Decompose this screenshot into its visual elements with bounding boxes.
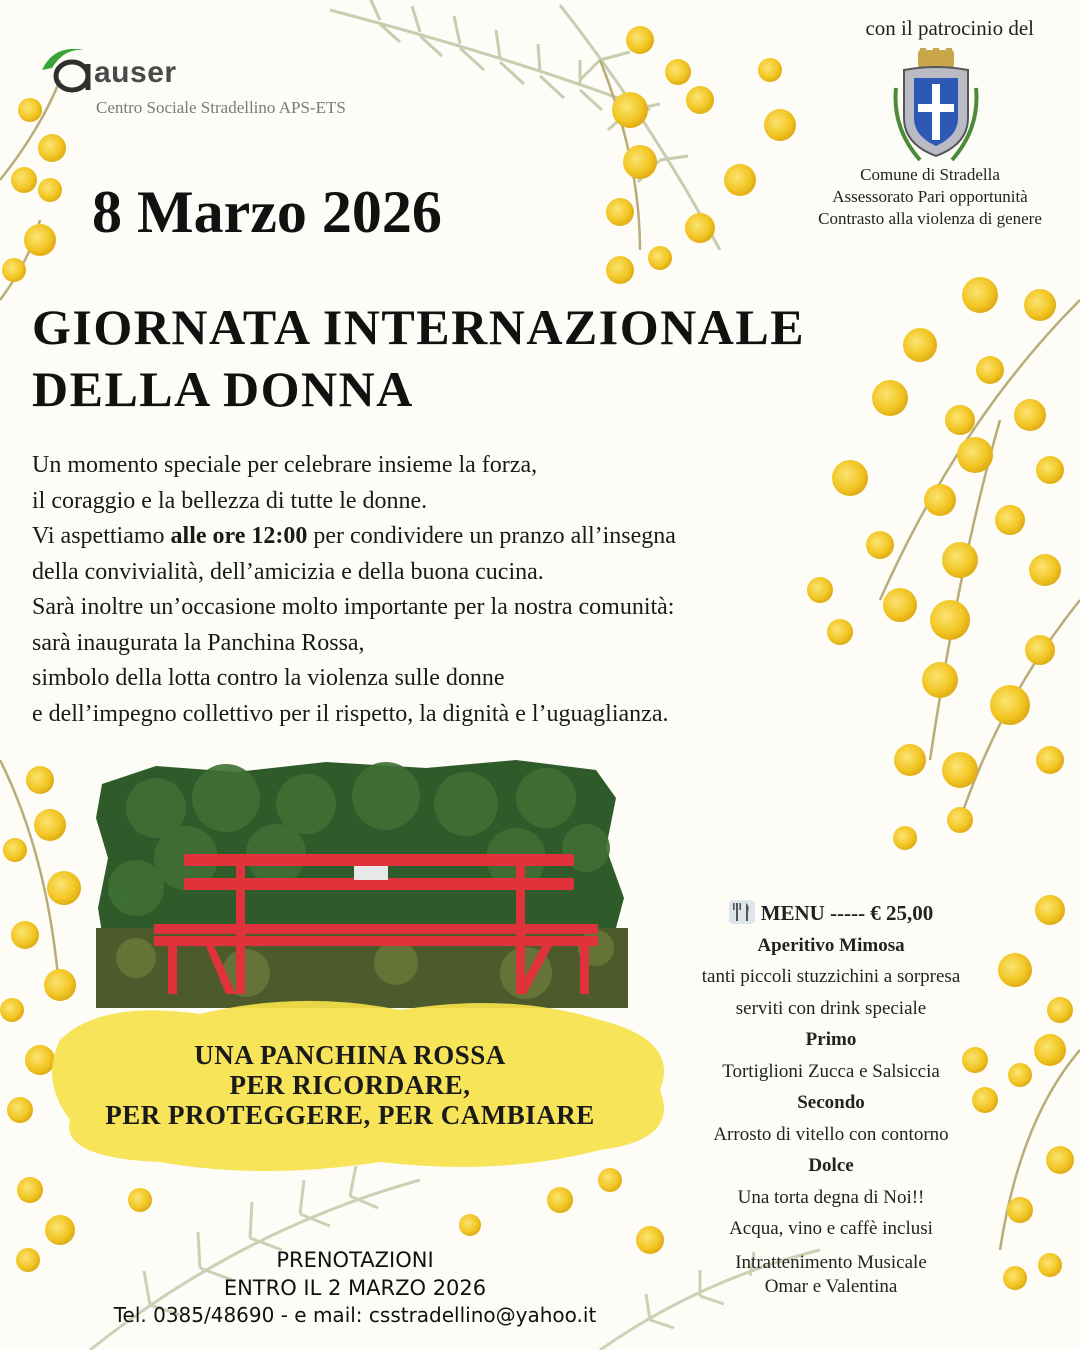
booking-title: PRENOTAZIONI — [276, 1248, 434, 1272]
patronage-line: Comune di Stradella — [860, 165, 1000, 184]
event-date: 8 Marzo 2026 — [92, 179, 442, 245]
menu-entertainment: Omar e Valentina — [764, 1275, 898, 1297]
slogan — [40, 1040, 660, 1130]
patronage-label: con il patrocinio del — [865, 16, 1034, 40]
patronage-lines — [790, 164, 1070, 230]
auser-logo — [34, 42, 394, 122]
slogan-line: PER PROTEGGERE, PER CAMBIARE — [105, 1100, 595, 1130]
intro-line: il coraggio e la bellezza di tutte le donne. — [32, 487, 428, 514]
intro-line: e dell’impegno collettivo per il rispetto, la dignità e l’uguaglianza. — [32, 700, 669, 727]
intro-text-part: per condividere un pranzo all’insegna — [307, 523, 676, 549]
menu-item: serviti con drink speciale — [735, 997, 927, 1019]
menu-heading — [670, 898, 992, 930]
intro-time: alle ore 12:00 — [170, 523, 308, 549]
title-line: DELLA DONNA — [32, 361, 414, 417]
red-bench-photo — [96, 758, 628, 1008]
menu-heading-text: MENU ----- € 25,00 — [760, 901, 934, 925]
menu-entertainment: Intrattenimento Musicale — [735, 1251, 927, 1273]
intro-text — [32, 448, 852, 732]
menu-drinks: Acqua, vino e caffè inclusi — [729, 1218, 933, 1239]
menu — [670, 898, 992, 1299]
intro-text-part: Vi aspettiamo — [32, 523, 171, 549]
menu-course-title: Secondo — [797, 1092, 865, 1113]
cutlery-icon — [729, 900, 755, 924]
intro-line: simbolo della lotta contro la violenza sulle donne — [32, 665, 505, 691]
menu-item: tanti piccoli stuzzichini a sorpresa — [701, 966, 961, 987]
menu-item: Una torta degna di Noi!! — [737, 1186, 925, 1208]
logo-subtitle: Centro Sociale Stradellino APS-ETS — [96, 98, 346, 117]
booking-contact[interactable]: Tel. 0385/48690 - e mail: csstradellino@yahoo.it — [113, 1303, 597, 1327]
title-line: GIORNATA INTERNAZIONALE — [32, 299, 806, 355]
intro-line — [32, 519, 852, 555]
menu-course-title: Aperitivo Mimosa — [757, 934, 905, 956]
logo-brand: auser — [94, 56, 177, 89]
intro-line: della convivialità, dell’amicizia e della buona cucina. — [32, 558, 544, 585]
patronage-line: Assessorato Pari opportunità — [832, 187, 1028, 206]
patronage-line: Contrasto alla violenza di genere — [818, 209, 1042, 228]
slogan-line: UNA PANCHINA ROSSA — [194, 1040, 506, 1070]
intro-line: sarà inaugurata la Panchina Rossa, — [32, 629, 365, 656]
slogan-line: PER RICORDARE, — [229, 1070, 471, 1100]
page-title — [32, 296, 805, 420]
menu-item: Arrosto di vitello con contorno — [713, 1123, 949, 1145]
booking-info — [70, 1246, 640, 1328]
booking-deadline: ENTRO IL 2 MARZO 2026 — [223, 1276, 487, 1300]
intro-line: Sarà inoltre un’occasione molto importante per la nostra comunità: — [32, 594, 675, 620]
menu-course-title: Primo — [805, 1029, 857, 1050]
menu-course-title: Dolce — [808, 1155, 854, 1176]
intro-line: Un momento speciale per celebrare insieme la forza, — [32, 452, 538, 478]
menu-item: Tortiglioni Zucca e Salsiccia — [722, 1060, 940, 1082]
stradella-crest-icon — [890, 48, 982, 166]
